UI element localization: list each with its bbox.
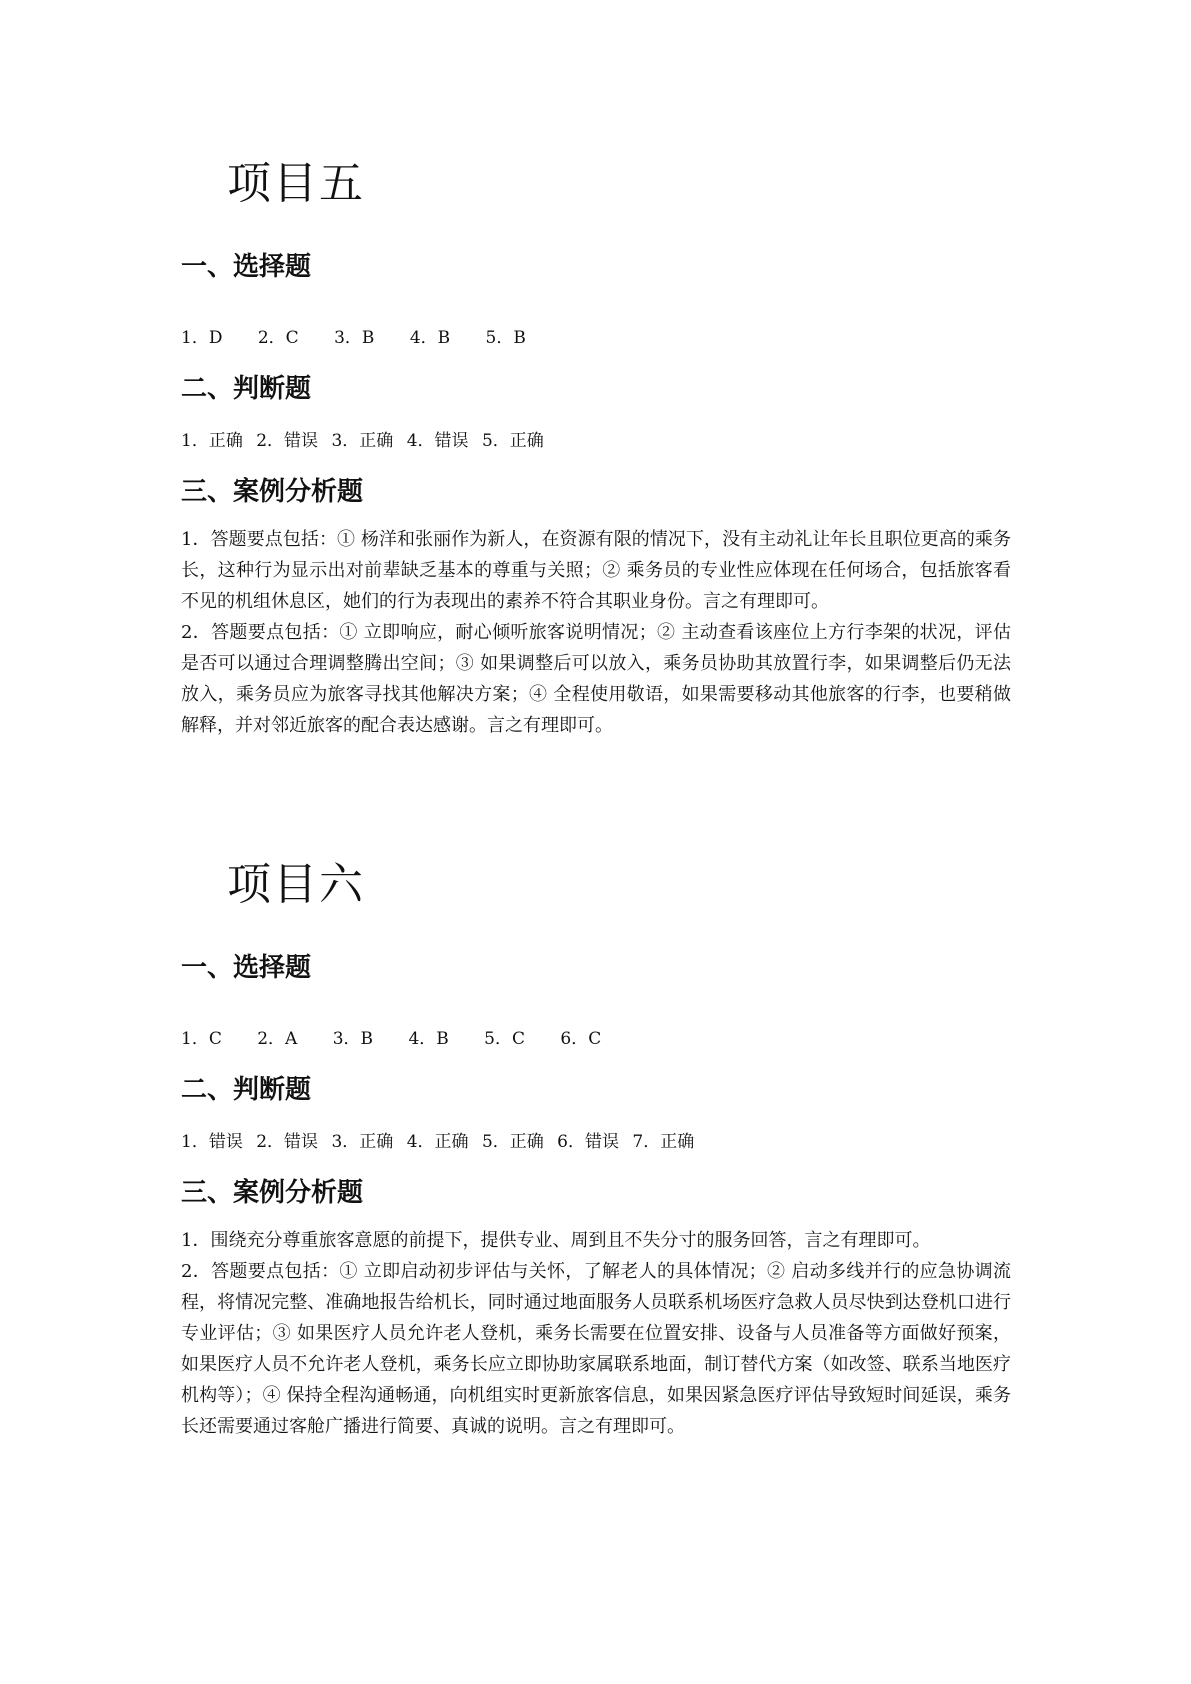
project-5-choice-heading: 一、选择题	[181, 252, 312, 282]
project-5-title: 项目五	[227, 158, 365, 209]
case-answer-paragraph: 1．围绕充分尊重旅客意愿的前提下，提供专业、周到且不失分寸的服务回答，言之有理即可。	[181, 1230, 931, 1251]
answer-item: 6．错误	[557, 1132, 619, 1152]
project-6-case-heading: 三、案例分析题	[181, 1178, 364, 1208]
answer-item: 1．D	[181, 328, 223, 348]
answer-item: 5．C	[484, 1029, 525, 1049]
project-5-choice-answers	[181, 330, 556, 347]
project-6-judge-answers	[181, 1134, 702, 1151]
answer-item: 3．B	[332, 1029, 374, 1049]
project-6-title: 项目六	[227, 859, 365, 910]
project-6-choice-heading: 一、选择题	[181, 953, 312, 983]
answer-item: 2．A	[257, 1029, 298, 1049]
answer-item: 4．B	[408, 1029, 449, 1049]
answer-item: 3．正确	[331, 431, 394, 451]
answer-item: 4．B	[409, 328, 451, 348]
answer-item: 5．正确	[481, 1132, 544, 1152]
answer-item: 3．B	[334, 328, 375, 348]
project-5-case-heading: 三、案例分析题	[181, 477, 364, 507]
answer-item: 1．C	[181, 1029, 222, 1049]
answer-item: 5．正确	[481, 431, 544, 451]
project-6-case-answers	[181, 1225, 1011, 1442]
project-6-judge-heading: 二、判断题	[181, 1075, 312, 1105]
answer-item: 4．正确	[406, 1132, 469, 1152]
project-6-choice-answers	[181, 1031, 631, 1048]
project-5-judge-heading: 二、判断题	[181, 374, 312, 404]
answer-item: 1．正确	[181, 431, 243, 451]
case-answer-paragraph: 2．答题要点包括：① 立即启动初步评估与关怀，了解老人的具体情况；② 启动多线并行的应急协调流程，将情况完整、准确地报告给机长，同时通过地面服务人员联系机场医疗急救人员尽快到达登机口进行专业评估；③ 如果医疗人员允许老人登机，乘务长需要在位置安排、设备与人员准备等方面做好预案，如果医疗人员不允许老人登机，乘务长应立即协助家属联系地面，制订替代方案（如改签、联系当地医疗机构等）；④ 保持全程沟通畅通，向机组实时更新旅客信息，如果因紧急医疗评估导致短时间延误，乘务长还需要通过客舱广播进行简要、真诚的说明。言之有理即可。	[181, 1261, 1011, 1437]
answer-item: 7．正确	[632, 1132, 695, 1152]
answer-item: 2．C	[257, 328, 299, 348]
project-5-case-answers	[181, 524, 1011, 741]
answer-item: 4．错误	[406, 431, 469, 451]
case-answer-paragraph: 2．答题要点包括：① 立即响应，耐心倾听旅客说明情况；② 主动查看该座位上方行李架的状况，评估是否可以通过合理调整腾出空间；③ 如果调整后可以放入，乘务员协助其放置行李，如果调整后仍无法放入，乘务员应为旅客寻找其他解决方案；④ 全程使用敬语，如果需要移动其他旅客的行李，也要稍做解释，并对邻近旅客的配合表达感谢。言之有理即可。	[181, 622, 1011, 736]
answer-item: 6．C	[560, 1029, 602, 1049]
case-answer-paragraph: 1．答题要点包括：① 杨洋和张丽作为新人，在资源有限的情况下，没有主动礼让年长且职位更高的乘务长，这种行为显示出对前辈缺乏基本的尊重与关照；② 乘务员的专业性应体现在任何场合，包括旅客看不见的机组休息区，她们的行为表现出的素养不符合其职业身份。言之有理即可。	[181, 529, 1011, 612]
answer-item: 2．错误	[256, 431, 319, 451]
answer-item: 5．B	[485, 328, 526, 348]
answer-item: 2．错误	[256, 1132, 319, 1152]
project-5-judge-answers	[181, 433, 552, 450]
answer-item: 1．错误	[181, 1132, 243, 1152]
answer-item: 3．正确	[331, 1132, 394, 1152]
